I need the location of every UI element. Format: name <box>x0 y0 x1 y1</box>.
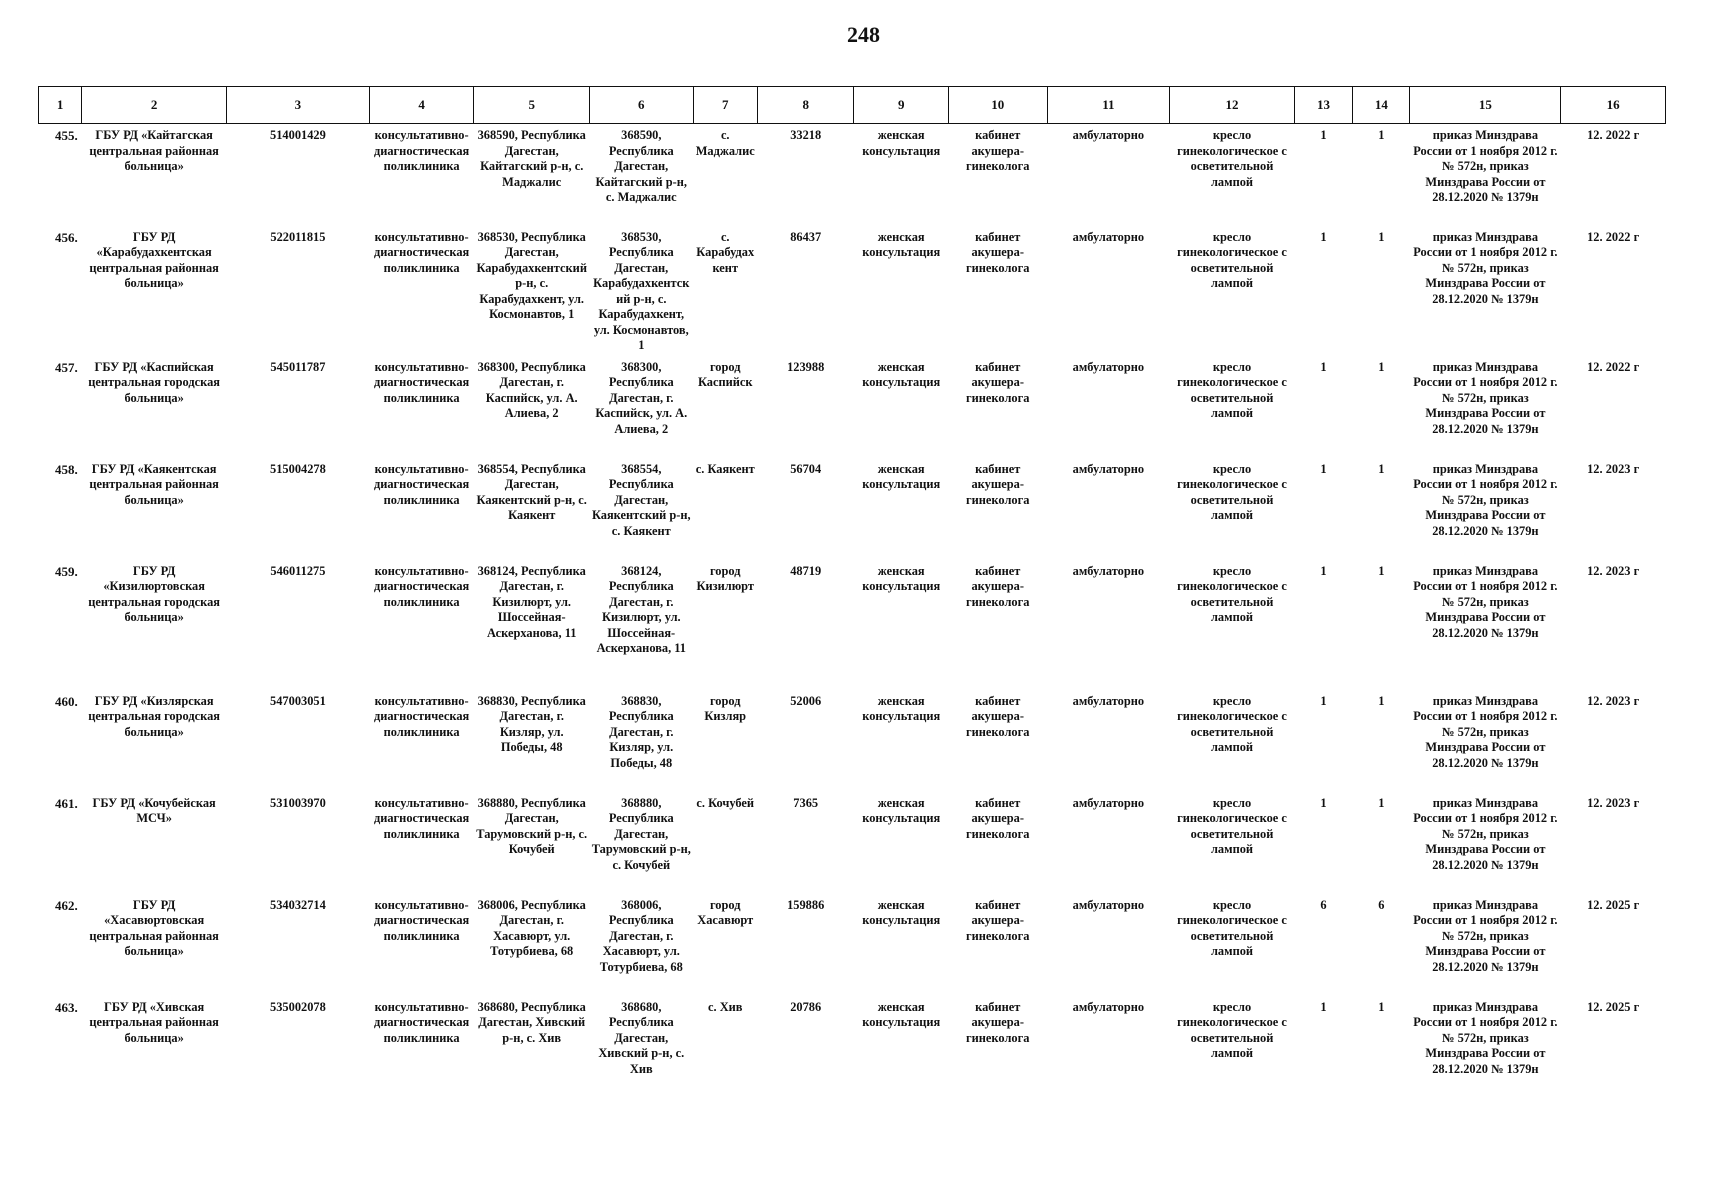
organization-code: 515004278 <box>270 461 326 476</box>
organization-code: 535002078 <box>270 999 326 1014</box>
equipment-name: кресло гинекологическое с осветительной лампой <box>1177 128 1287 189</box>
unit-name: женская консультация <box>862 897 941 927</box>
organization-name: ГБУ РД «Кочубейская МСЧ» <box>92 795 216 825</box>
legal-basis: приказ Минздрава России от 1 ноября 2012 г. № 572н, приказ Минздрава России от 28.12.2020 № 1379н <box>1413 128 1558 204</box>
actual-address: 368554, Республика Дагестан, Каякентский р-н, с. Каякент <box>591 461 691 538</box>
population: 48719 <box>790 563 822 578</box>
unit-name: женская консультация <box>862 563 941 593</box>
legal-basis: приказ Минздрава России от 1 ноября 2012 г. № 572н, приказ Минздрава России от 28.12.2020 № 1379н <box>1413 999 1558 1076</box>
legal-basis: приказ Минздрава России от 1 ноября 2012 г. № 572н, приказ Минздрава России от 28.12.2020 № 1379н <box>1413 897 1558 974</box>
table-row <box>39 124 1666 226</box>
table-row <box>39 356 1666 458</box>
legal-basis: приказ Минздрава России от 1 ноября 2012 г. № 572н, приказ Минздрава России от 28.12.2020 № 1379н <box>1413 795 1558 872</box>
room-name: кабинет акушера-гинеколога <box>966 897 1030 943</box>
column-header-5: 5 <box>474 87 590 124</box>
unit-name: женская консультация <box>862 229 941 259</box>
quantity-required: 1 <box>1320 128 1327 142</box>
organization-name: ГБУ РД «Хивская центральная районная больница» <box>89 999 219 1045</box>
actual-address: 368680, Республика Дагестан, Хивский р-н, с. Хив <box>598 999 685 1076</box>
quantity-planned: 1 <box>1378 359 1385 374</box>
population: 52006 <box>790 693 822 708</box>
facility-type: консультативно-диагностическая поликлиника <box>373 795 470 841</box>
room-name: кабинет акушера-гинеколога <box>966 128 1030 173</box>
row-number: 459. <box>54 563 78 579</box>
legal-address: 368124, Республика Дагестан, г. Кизилюрт, ул. Шоссейная-Аскерханова, 11 <box>477 563 586 640</box>
room-name: кабинет акушера-гинеколога <box>966 229 1030 275</box>
organization-name: ГБУ РД «Кизилюртовская центральная городская больница» <box>88 563 220 624</box>
quantity-planned: 1 <box>1378 795 1385 810</box>
facility-type: консультативно-диагностическая поликлиника <box>373 229 470 275</box>
quantity-required: 1 <box>1320 229 1327 244</box>
quantity-planned: 1 <box>1378 128 1385 142</box>
table-row <box>39 792 1666 894</box>
table-row <box>39 996 1666 1098</box>
population: 33218 <box>790 128 822 142</box>
organization-code: 531003970 <box>270 795 326 810</box>
care-mode: амбулаторно <box>1072 359 1145 374</box>
column-header-6: 6 <box>590 87 694 124</box>
column-header-16: 16 <box>1561 87 1666 124</box>
legal-basis: приказ Минздрава России от 1 ноября 2012 г. № 572н, приказ Минздрава России от 28.12.2020 № 1379н <box>1413 359 1558 436</box>
quantity-required: 1 <box>1320 563 1327 578</box>
quantity-required: 6 <box>1320 897 1327 912</box>
organization-name: ГБУ РД «Карабудахкентская центральная районная больница» <box>89 229 219 290</box>
actual-address: 368124, Республика Дагестан, г. Кизилюрт, ул. Шоссейная-Аскерханова, 11 <box>596 563 686 655</box>
facility-type: консультативно-диагностическая поликлиника <box>373 563 470 609</box>
facility-type: консультативно-диагностическая поликлиника <box>373 128 470 173</box>
organization-code: 546011275 <box>270 563 326 578</box>
care-mode: амбулаторно <box>1072 795 1145 810</box>
column-header-9: 9 <box>854 87 949 124</box>
organization-code: 547003051 <box>270 693 326 708</box>
legal-address: 368590, Республика Дагестан, Кайтагский р-н, с. Маджалис <box>477 128 586 189</box>
column-header-7: 7 <box>693 87 757 124</box>
equipment-name: кресло гинекологическое с осветительной лампой <box>1177 229 1287 290</box>
organization-name: ГБУ РД «Кизлярская центральная городская больница» <box>88 693 220 739</box>
deadline-date: 12. 2022 г <box>1587 229 1640 244</box>
quantity-planned: 1 <box>1378 693 1385 708</box>
table-row <box>39 894 1666 996</box>
column-header-15: 15 <box>1410 87 1561 124</box>
deadline-date: 12. 2022 г <box>1587 128 1640 142</box>
unit-name: женская консультация <box>862 359 941 389</box>
care-mode: амбулаторно <box>1072 128 1145 142</box>
facility-type: консультативно-диагностическая поликлиника <box>373 693 470 739</box>
facility-type: консультативно-диагностическая поликлиника <box>373 359 470 405</box>
legal-address: 368880, Республика Дагестан, Тарумовский р-н, с. Кочубей <box>476 795 588 856</box>
column-header-2: 2 <box>82 87 227 124</box>
actual-address: 368006, Республика Дагестан, г. Хасавюрт, ул. Тотурбиева, 68 <box>599 897 683 974</box>
row-number: 461. <box>54 795 78 811</box>
unit-name: женская консультация <box>862 795 941 825</box>
organization-name: ГБУ РД «Хасавюртовская центральная районная больница» <box>89 897 219 958</box>
equipment-name: кресло гинекологическое с осветительной лампой <box>1177 359 1287 420</box>
deadline-date: 12. 2023 г <box>1587 693 1640 708</box>
legal-address: 368530, Республика Дагестан, Карабудахкентский р-н, с. Карабудахкент, ул. Космонавтов, 1 <box>476 229 587 321</box>
room-name: кабинет акушера-гинеколога <box>966 563 1030 609</box>
quantity-planned: 6 <box>1378 897 1385 912</box>
row-number: 460. <box>54 693 78 709</box>
facility-type: консультативно-диагностическая поликлиника <box>373 999 470 1045</box>
registry-table <box>38 86 1666 1098</box>
row-number: 458. <box>54 461 78 477</box>
quantity-planned: 1 <box>1378 999 1385 1014</box>
room-name: кабинет акушера-гинеколога <box>966 999 1030 1045</box>
organization-code: 514001429 <box>270 128 326 142</box>
facility-type: консультативно-диагностическая поликлиника <box>373 897 470 943</box>
column-header-3: 3 <box>227 87 370 124</box>
deadline-date: 12. 2023 г <box>1587 563 1640 578</box>
actual-address: 368880, Республика Дагестан, Тарумовский р-н, с. Кочубей <box>591 795 691 872</box>
deadline-date: 12. 2025 г <box>1587 897 1640 912</box>
unit-name: женская консультация <box>862 693 941 723</box>
settlement: с. Каякент <box>695 461 755 476</box>
table-body <box>39 124 1666 1098</box>
quantity-required: 1 <box>1320 795 1327 810</box>
population: 86437 <box>790 229 822 244</box>
legal-address: 368300, Республика Дагестан, г. Каспийск, ул. А. Алиева, 2 <box>477 359 586 420</box>
deadline-date: 12. 2025 г <box>1587 999 1640 1014</box>
column-header-11: 11 <box>1047 87 1170 124</box>
settlement: город Каспийск <box>697 359 753 389</box>
legal-basis: приказ Минздрава России от 1 ноября 2012 г. № 572н, приказ Минздрава России от 28.12.2020 № 1379н <box>1413 229 1558 306</box>
row-number: 456. <box>54 229 78 245</box>
population: 7365 <box>793 795 819 810</box>
settlement: город Кизилюрт <box>696 563 754 593</box>
deadline-date: 12. 2023 г <box>1587 795 1640 810</box>
row-number: 462. <box>54 897 78 913</box>
legal-address: 368554, Республика Дагестан, Каякентский р-н, с. Каякент <box>476 461 587 522</box>
actual-address: 368530, Республика Дагестан, Карабудахкентский р-н, с. Карабудахкент, ул. Космонавтов, 1 <box>593 229 690 352</box>
care-mode: амбулаторно <box>1072 461 1145 476</box>
table-row <box>39 560 1666 690</box>
legal-address: 368680, Республика Дагестан, Хивский р-н, с. Хив <box>477 999 586 1045</box>
settlement: с. Карабудахкент <box>696 229 755 275</box>
care-mode: амбулаторно <box>1072 999 1145 1014</box>
population: 159886 <box>787 897 825 912</box>
deadline-date: 12. 2023 г <box>1587 461 1640 476</box>
legal-address: 368006, Республика Дагестан, г. Хасавюрт, ул. Тотурбиева, 68 <box>477 897 586 958</box>
column-header-14: 14 <box>1353 87 1410 124</box>
equipment-name: кресло гинекологическое с осветительной лампой <box>1177 563 1287 624</box>
settlement: город Хасавюрт <box>697 897 754 927</box>
page-number: 248 <box>847 22 880 47</box>
table-row <box>39 226 1666 356</box>
organization-name: ГБУ РД «Кайтагская центральная районная больница» <box>89 128 219 173</box>
quantity-required: 1 <box>1320 693 1327 708</box>
column-header-12: 12 <box>1170 87 1295 124</box>
population: 56704 <box>790 461 822 476</box>
header-row <box>39 87 1666 124</box>
deadline-date: 12. 2022 г <box>1587 359 1640 374</box>
care-mode: амбулаторно <box>1072 897 1145 912</box>
population: 123988 <box>787 359 825 374</box>
actual-address: 368590, Республика Дагестан, Кайтагский р-н, с. Маджалис <box>595 128 688 204</box>
column-header-10: 10 <box>948 87 1047 124</box>
quantity-required: 1 <box>1320 999 1327 1014</box>
organization-code: 534032714 <box>270 897 326 912</box>
row-number: 457. <box>54 359 78 375</box>
room-name: кабинет акушера-гинеколога <box>966 693 1030 739</box>
unit-name: женская консультация <box>862 999 941 1029</box>
settlement: город Кизляр <box>704 693 747 723</box>
organization-code: 545011787 <box>270 359 326 374</box>
organization-name: ГБУ РД «Каякентская центральная районная больница» <box>89 461 219 507</box>
population: 20786 <box>790 999 822 1014</box>
room-name: кабинет акушера-гинеколога <box>966 795 1030 841</box>
facility-type: консультативно-диагностическая поликлиника <box>373 461 470 507</box>
settlement: с. Кочубей <box>696 795 755 810</box>
unit-name: женская консультация <box>862 128 941 158</box>
care-mode: амбулаторно <box>1072 229 1145 244</box>
unit-name: женская консультация <box>862 461 941 491</box>
room-name: кабинет акушера-гинеколога <box>966 359 1030 405</box>
legal-basis: приказ Минздрава России от 1 ноября 2012 г. № 572н, приказ Минздрава России от 28.12.2020 № 1379н <box>1413 693 1558 770</box>
settlement: с. Маджалис <box>695 128 755 158</box>
table-row <box>39 458 1666 560</box>
legal-basis: приказ Минздрава России от 1 ноября 2012 г. № 572н, приказ Минздрава России от 28.12.2020 № 1379н <box>1413 563 1558 640</box>
equipment-name: кресло гинекологическое с осветительной лампой <box>1177 897 1287 958</box>
row-number: 463. <box>54 999 78 1015</box>
actual-address: 368300, Республика Дагестан, г. Каспийск, ул. А. Алиева, 2 <box>595 359 688 436</box>
quantity-planned: 1 <box>1378 461 1385 476</box>
column-header-8: 8 <box>757 87 854 124</box>
equipment-name: кресло гинекологическое с осветительной лампой <box>1177 795 1287 856</box>
equipment-name: кресло гинекологическое с осветительной лампой <box>1177 999 1287 1060</box>
legal-address: 368830, Республика Дагестан, г. Кизляр, ул. Победы, 48 <box>477 693 586 754</box>
quantity-planned: 1 <box>1378 563 1385 578</box>
quantity-required: 1 <box>1320 359 1327 374</box>
care-mode: амбулаторно <box>1072 693 1145 708</box>
column-header-4: 4 <box>369 87 474 124</box>
quantity-planned: 1 <box>1378 229 1385 244</box>
quantity-required: 1 <box>1320 461 1327 476</box>
legal-basis: приказ Минздрава России от 1 ноября 2012 г. № 572н, приказ Минздрава России от 28.12.2020 № 1379н <box>1413 461 1558 538</box>
organization-code: 522011815 <box>270 229 326 244</box>
equipment-name: кресло гинекологическое с осветительной лампой <box>1177 461 1287 522</box>
organization-name: ГБУ РД «Каспийская центральная городская больница» <box>88 359 220 405</box>
care-mode: амбулаторно <box>1072 563 1145 578</box>
row-number: 455. <box>54 128 78 143</box>
table-row <box>39 690 1666 792</box>
settlement: с. Хив <box>708 999 743 1014</box>
column-header-1: 1 <box>39 87 82 124</box>
actual-address: 368830, Республика Дагестан, г. Кизляр, ул. Победы, 48 <box>608 693 674 770</box>
column-header-13: 13 <box>1294 87 1352 124</box>
room-name: кабинет акушера-гинеколога <box>966 461 1030 507</box>
equipment-name: кресло гинекологическое с осветительной лампой <box>1177 693 1287 754</box>
